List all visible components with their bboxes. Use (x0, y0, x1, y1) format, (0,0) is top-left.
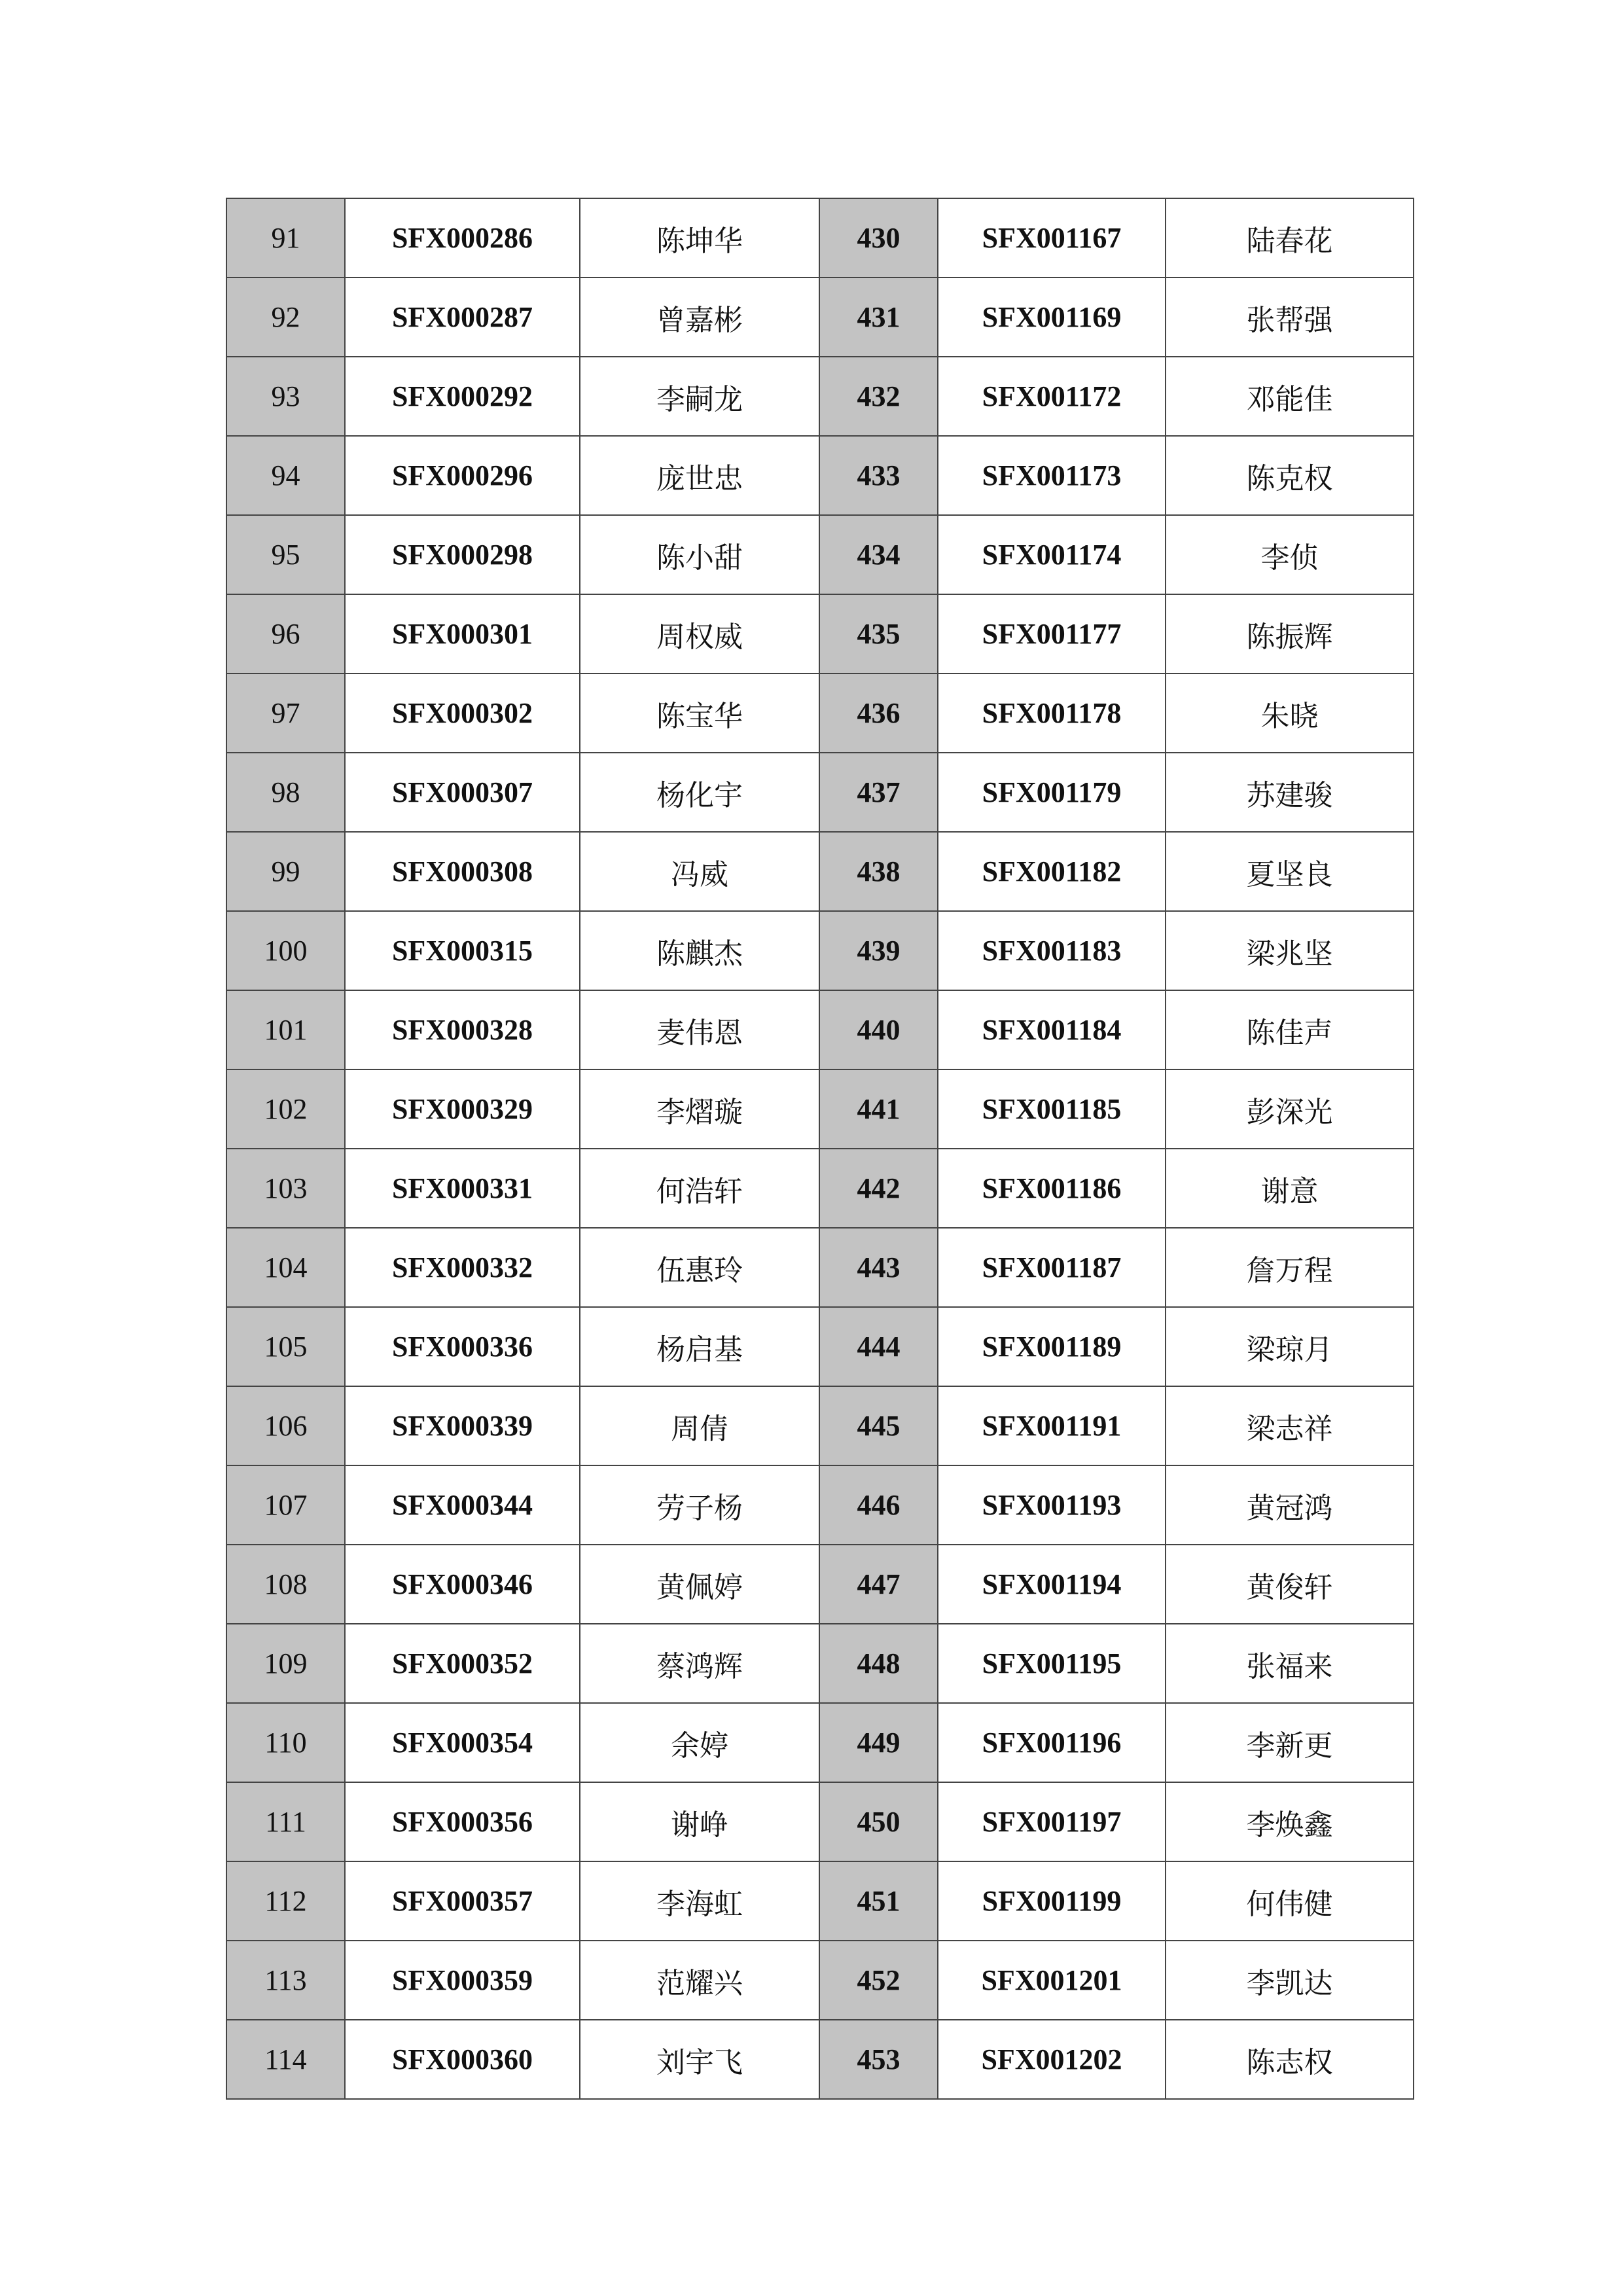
right-member-name: 黄俊轩 (1166, 1545, 1414, 1624)
right-member-name: 李侦 (1166, 515, 1414, 594)
right-member-code: SFX001195 (938, 1624, 1166, 1703)
right-member-code: SFX001191 (938, 1386, 1166, 1465)
left-member-code: SFX000360 (345, 2020, 580, 2099)
right-member-code: SFX001183 (938, 911, 1166, 990)
left-member-name: 庞世忠 (580, 436, 819, 515)
roster-table (226, 198, 1414, 2100)
left-member-code: SFX000346 (345, 1545, 580, 1624)
right-member-code: SFX001202 (938, 2020, 1166, 2099)
left-member-code: SFX000286 (345, 198, 580, 278)
left-seq-number: 109 (226, 1624, 345, 1703)
left-seq-number: 111 (226, 1782, 345, 1861)
left-member-code: SFX000301 (345, 594, 580, 673)
right-seq-number: 439 (819, 911, 938, 990)
right-member-name: 邓能佳 (1166, 357, 1414, 436)
right-seq-number: 437 (819, 753, 938, 832)
left-seq-number: 110 (226, 1703, 345, 1782)
left-member-name: 陈坤华 (580, 198, 819, 278)
left-member-name: 曾嘉彬 (580, 278, 819, 357)
left-member-code: SFX000308 (345, 832, 580, 911)
left-member-code: SFX000287 (345, 278, 580, 357)
right-seq-number: 446 (819, 1465, 938, 1545)
right-member-code: SFX001187 (938, 1228, 1166, 1307)
right-seq-number: 448 (819, 1624, 938, 1703)
left-member-name: 余婷 (580, 1703, 819, 1782)
left-seq-number: 91 (226, 198, 345, 278)
left-seq-number: 103 (226, 1149, 345, 1228)
right-seq-number: 444 (819, 1307, 938, 1386)
left-member-name: 陈麒杰 (580, 911, 819, 990)
table-row (226, 1465, 1414, 1545)
left-member-name: 冯威 (580, 832, 819, 911)
right-seq-number: 449 (819, 1703, 938, 1782)
right-member-code: SFX001186 (938, 1149, 1166, 1228)
table-row (226, 1228, 1414, 1307)
right-member-name: 苏建骏 (1166, 753, 1414, 832)
right-member-code: SFX001189 (938, 1307, 1166, 1386)
right-member-name: 梁琼月 (1166, 1307, 1414, 1386)
left-member-name: 谢峥 (580, 1782, 819, 1861)
left-member-code: SFX000336 (345, 1307, 580, 1386)
left-member-name: 周倩 (580, 1386, 819, 1465)
right-member-name: 张福来 (1166, 1624, 1414, 1703)
right-seq-number: 432 (819, 357, 938, 436)
right-member-code: SFX001194 (938, 1545, 1166, 1624)
right-member-name: 陈克权 (1166, 436, 1414, 515)
table-row (226, 1386, 1414, 1465)
left-seq-number: 94 (226, 436, 345, 515)
left-member-code: SFX000356 (345, 1782, 580, 1861)
right-member-code: SFX001172 (938, 357, 1166, 436)
right-seq-number: 436 (819, 673, 938, 753)
table-row (226, 911, 1414, 990)
right-member-name: 詹万程 (1166, 1228, 1414, 1307)
right-member-code: SFX001173 (938, 436, 1166, 515)
left-member-code: SFX000357 (345, 1861, 580, 1941)
right-member-name: 李凯达 (1166, 1941, 1414, 2020)
right-seq-number: 452 (819, 1941, 938, 2020)
left-seq-number: 104 (226, 1228, 345, 1307)
right-member-name: 梁兆坚 (1166, 911, 1414, 990)
right-member-name: 陈志权 (1166, 2020, 1414, 2099)
left-seq-number: 99 (226, 832, 345, 911)
right-member-name: 李焕鑫 (1166, 1782, 1414, 1861)
table-row (226, 2020, 1414, 2099)
table-row (226, 1941, 1414, 2020)
left-member-code: SFX000298 (345, 515, 580, 594)
right-seq-number: 440 (819, 990, 938, 1069)
left-seq-number: 101 (226, 990, 345, 1069)
right-member-name: 张帮强 (1166, 278, 1414, 357)
right-member-name: 梁志祥 (1166, 1386, 1414, 1465)
left-member-code: SFX000354 (345, 1703, 580, 1782)
left-member-name: 李海虹 (580, 1861, 819, 1941)
right-seq-number: 435 (819, 594, 938, 673)
table-row (226, 1782, 1414, 1861)
table-row (226, 278, 1414, 357)
right-member-code: SFX001193 (938, 1465, 1166, 1545)
left-seq-number: 93 (226, 357, 345, 436)
right-member-code: SFX001199 (938, 1861, 1166, 1941)
left-member-name: 刘宇飞 (580, 2020, 819, 2099)
left-member-name: 麦伟恩 (580, 990, 819, 1069)
table-row (226, 357, 1414, 436)
right-seq-number: 453 (819, 2020, 938, 2099)
left-member-name: 蔡鸿辉 (580, 1624, 819, 1703)
left-seq-number: 102 (226, 1069, 345, 1149)
right-member-code: SFX001167 (938, 198, 1166, 278)
right-member-name: 李新更 (1166, 1703, 1414, 1782)
table-row (226, 832, 1414, 911)
right-member-name: 陆春花 (1166, 198, 1414, 278)
left-member-code: SFX000329 (345, 1069, 580, 1149)
left-seq-number: 92 (226, 278, 345, 357)
left-member-code: SFX000315 (345, 911, 580, 990)
right-member-code: SFX001178 (938, 673, 1166, 753)
right-member-code: SFX001185 (938, 1069, 1166, 1149)
left-seq-number: 107 (226, 1465, 345, 1545)
left-seq-number: 106 (226, 1386, 345, 1465)
left-member-code: SFX000339 (345, 1386, 580, 1465)
table-row (226, 436, 1414, 515)
left-member-name: 伍惠玲 (580, 1228, 819, 1307)
left-member-name: 杨化宇 (580, 753, 819, 832)
left-member-code: SFX000359 (345, 1941, 580, 2020)
right-member-code: SFX001169 (938, 278, 1166, 357)
left-seq-number: 113 (226, 1941, 345, 2020)
right-member-name: 陈佳声 (1166, 990, 1414, 1069)
roster-body (226, 198, 1414, 2099)
table-row (226, 594, 1414, 673)
table-row (226, 753, 1414, 832)
left-member-code: SFX000328 (345, 990, 580, 1069)
right-seq-number: 451 (819, 1861, 938, 1941)
table-row (226, 1307, 1414, 1386)
left-seq-number: 108 (226, 1545, 345, 1624)
left-member-name: 陈宝华 (580, 673, 819, 753)
table-row (226, 990, 1414, 1069)
left-member-code: SFX000331 (345, 1149, 580, 1228)
right-member-name: 谢意 (1166, 1149, 1414, 1228)
left-member-name: 李熠璇 (580, 1069, 819, 1149)
left-seq-number: 112 (226, 1861, 345, 1941)
right-seq-number: 447 (819, 1545, 938, 1624)
left-seq-number: 98 (226, 753, 345, 832)
left-member-name: 李嗣龙 (580, 357, 819, 436)
right-member-code: SFX001177 (938, 594, 1166, 673)
right-member-code: SFX001196 (938, 1703, 1166, 1782)
left-member-name: 何浩轩 (580, 1149, 819, 1228)
right-seq-number: 441 (819, 1069, 938, 1149)
right-member-code: SFX001201 (938, 1941, 1166, 2020)
left-member-code: SFX000296 (345, 436, 580, 515)
table-row (226, 515, 1414, 594)
left-member-code: SFX000292 (345, 357, 580, 436)
table-row (226, 673, 1414, 753)
left-seq-number: 95 (226, 515, 345, 594)
right-seq-number: 438 (819, 832, 938, 911)
left-member-code: SFX000352 (345, 1624, 580, 1703)
left-seq-number: 105 (226, 1307, 345, 1386)
right-member-name: 夏坚良 (1166, 832, 1414, 911)
table-row (226, 198, 1414, 278)
left-member-name: 劳子杨 (580, 1465, 819, 1545)
right-seq-number: 431 (819, 278, 938, 357)
left-seq-number: 97 (226, 673, 345, 753)
table-row (226, 1861, 1414, 1941)
right-member-name: 黄冠鸿 (1166, 1465, 1414, 1545)
right-member-code: SFX001197 (938, 1782, 1166, 1861)
right-member-name: 何伟健 (1166, 1861, 1414, 1941)
left-member-name: 黄佩婷 (580, 1545, 819, 1624)
left-member-code: SFX000332 (345, 1228, 580, 1307)
right-member-code: SFX001179 (938, 753, 1166, 832)
left-member-code: SFX000307 (345, 753, 580, 832)
table-row (226, 1069, 1414, 1149)
right-member-code: SFX001184 (938, 990, 1166, 1069)
right-member-name: 陈振辉 (1166, 594, 1414, 673)
left-seq-number: 96 (226, 594, 345, 673)
right-seq-number: 434 (819, 515, 938, 594)
right-member-name: 朱晓 (1166, 673, 1414, 753)
right-member-name: 彭深光 (1166, 1069, 1414, 1149)
right-seq-number: 433 (819, 436, 938, 515)
left-member-code: SFX000302 (345, 673, 580, 753)
left-seq-number: 114 (226, 2020, 345, 2099)
left-member-name: 范耀兴 (580, 1941, 819, 2020)
table-row (226, 1624, 1414, 1703)
right-seq-number: 450 (819, 1782, 938, 1861)
left-member-code: SFX000344 (345, 1465, 580, 1545)
right-member-code: SFX001182 (938, 832, 1166, 911)
right-seq-number: 442 (819, 1149, 938, 1228)
table-row (226, 1545, 1414, 1624)
table-row (226, 1149, 1414, 1228)
left-member-name: 周权威 (580, 594, 819, 673)
right-seq-number: 445 (819, 1386, 938, 1465)
left-member-name: 杨启基 (580, 1307, 819, 1386)
table-row (226, 1703, 1414, 1782)
right-seq-number: 443 (819, 1228, 938, 1307)
left-seq-number: 100 (226, 911, 345, 990)
right-member-code: SFX001174 (938, 515, 1166, 594)
right-seq-number: 430 (819, 198, 938, 278)
left-member-name: 陈小甜 (580, 515, 819, 594)
